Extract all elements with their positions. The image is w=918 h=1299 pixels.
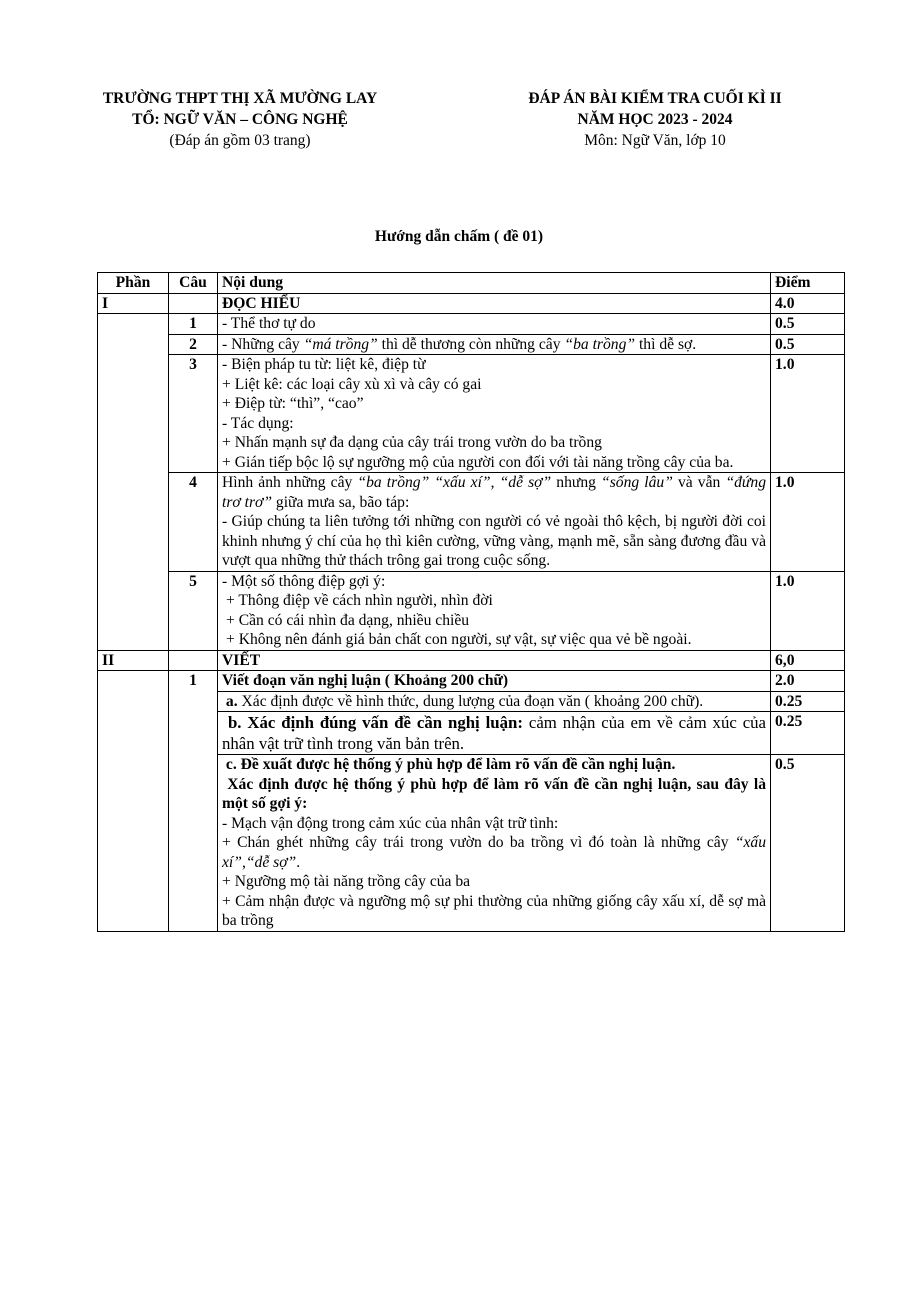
quote-text: “dễ sợ” [245, 853, 297, 871]
col-header-part: Phần [98, 273, 169, 294]
pages-note: (Đáp án gồm 03 trang) [169, 132, 311, 149]
quote-text: “đứng trơ trơ” [222, 474, 767, 511]
question-number: 5 [169, 571, 218, 650]
answer-text: và vẫn [672, 474, 726, 491]
col-header-content: Nội dung [218, 273, 771, 294]
col-header-question: Câu [169, 273, 218, 294]
quote-text: “dễ sợ” [499, 474, 552, 491]
part-title: ĐỌC HIỂU [218, 293, 771, 314]
answer-content: - Thể thơ tự do [218, 314, 771, 335]
answer-line: + Nhấn mạnh sự đa dạng của cây trái trong vườn do ba trồng [222, 434, 602, 451]
answer-text: giữa mưa sa, bão táp: [272, 493, 410, 511]
answer-content [218, 355, 771, 473]
part-title: VIẾT [218, 650, 771, 671]
answer-text: , [241, 853, 246, 871]
question-score: 0.5 [771, 334, 845, 355]
answer-content [218, 571, 771, 650]
quote-text: “sống lâu” [601, 474, 673, 491]
question-number: 4 [169, 473, 218, 572]
answer-text: thì dễ sợ. [635, 335, 697, 353]
question-number: 2 [169, 334, 218, 355]
answer-text: nhưng [551, 474, 602, 491]
question-number: 1 [169, 314, 218, 335]
quote-text: “xấu xí” [222, 834, 766, 871]
school-header [40, 88, 440, 151]
table-row [98, 571, 845, 650]
page-title: Hướng dẫn chấm ( đề 01) [374, 228, 544, 245]
table-row [98, 473, 845, 572]
criterion-a [218, 691, 771, 712]
question-title: Viết đoạn văn nghị luận ( Khoảng 200 chữ) [218, 671, 771, 692]
answer-line: + Thông điệp về cách nhìn người, nhìn đời [226, 592, 493, 609]
empty-cell [98, 671, 169, 932]
criterion-b [218, 712, 771, 755]
answer-text: Hình ảnh những cây [222, 474, 358, 491]
table-row [98, 355, 845, 473]
question-score: 2.0 [771, 671, 845, 692]
question-score: 0.5 [771, 314, 845, 335]
quote-text: “ba trồng” [564, 335, 636, 353]
answer-content [218, 473, 771, 572]
exam-header [470, 88, 840, 151]
criterion-score: 0.25 [771, 691, 845, 712]
table-row [98, 293, 845, 314]
criterion-subtitle-text: Xác định được hệ thống ý phù hợp để làm rõ vấn đề cần nghị luận, sau đây là một số gợi ý: [222, 775, 766, 812]
answer-text: + Chán ghét những cây trái trong vườn do ba trồng vì đó toàn là những cây [222, 834, 735, 851]
criterion-text: Xác định được về hình thức, dung lượng của đoạn văn ( khoảng 200 chữ). [237, 692, 704, 710]
question-score: 1.0 [771, 571, 845, 650]
answer-line: - Tác dụng: [222, 414, 294, 432]
answer-line: - Biện pháp tu từ: liệt kê, điệp từ [222, 356, 426, 373]
empty-cell [98, 314, 169, 651]
answer-line: - Một số thông điệp gợi ý: [222, 572, 386, 590]
answer-text: thì dễ thương còn những cây [377, 335, 565, 353]
answer-line: + Điệp từ: “thì”, “cao” [222, 395, 364, 412]
empty-cell [169, 293, 218, 314]
criterion-c [218, 755, 771, 932]
criterion-subtitle [222, 775, 766, 814]
col-header-score: Điểm [771, 273, 845, 294]
table-header-row [98, 273, 845, 294]
question-score: 1.0 [771, 473, 845, 572]
part-label: I [98, 293, 169, 314]
criterion-label: a. [225, 692, 238, 710]
question-number: 1 [169, 671, 218, 932]
criterion-title-text: c. Đề xuất được hệ thống ý phù hợp để làm rõ vấn đề cần nghị luận. [225, 756, 676, 773]
part-label: II [98, 650, 169, 671]
empty-cell [169, 650, 218, 671]
answer-line: + Liệt kê: các loại cây xù xì và cây có gai [222, 375, 482, 393]
department-name: TỔ: NGỮ VĂN – CÔNG NGHỆ [132, 111, 348, 128]
criterion-score: 0.5 [771, 755, 845, 932]
school-year: NĂM HỌC 2023 - 2024 [577, 111, 733, 128]
part-score: 4.0 [771, 293, 845, 314]
answer-line: + Cần có cái nhìn đa dạng, nhiều chiều [226, 611, 470, 629]
answer-line: + Gián tiếp bộc lộ sự ngưỡng mộ của người con đối với tài năng trồng cây của ba. [222, 453, 734, 471]
part-score: 6,0 [771, 650, 845, 671]
table-row [98, 334, 845, 355]
table-row [98, 671, 845, 692]
answer-line: + Không nên đánh giá bản chất con người, sự vật, sự việc qua vẻ bề ngoài. [226, 631, 692, 648]
answer-line: - Giúp chúng ta liên tưởng tới những con người có vẻ ngoài thô kệch, bị người đời coi khinh nhưng ý chí của họ thì kiên cường, vững vàng, mạnh mẽ, sẵn sàng đương đầu và vượt qua những thử thách trông gai trong cuộc sống. [222, 513, 766, 569]
exam-title: ĐÁP ÁN BÀI KIỂM TRA CUỐI KÌ II [528, 90, 782, 107]
answer-content [218, 334, 771, 355]
table-row [98, 314, 845, 335]
answer-text: , [490, 474, 500, 491]
question-number: 3 [169, 355, 218, 473]
answer-line [222, 833, 766, 872]
criterion-text: cảm nhận của em về cảm xúc của nhân vật trữ tình trong văn bản trên. [222, 713, 766, 753]
school-name: TRƯỜNG THPT THỊ XÃ MƯỜNG LAY [102, 90, 378, 107]
criterion-score: 0.25 [771, 712, 845, 755]
criterion-label: b. Xác định đúng vấn đề cần nghị luận: [227, 713, 523, 732]
answer-text: - Những cây [222, 335, 304, 353]
answer-line: - Mạch vận động trong cảm xúc của nhân vật trữ tình: [222, 814, 559, 832]
subject-line: Môn: Ngữ Văn, lớp 10 [584, 132, 726, 149]
answer-line: + Ngưỡng mộ tài năng trồng cây của ba [222, 873, 471, 890]
answer-text: . [296, 853, 301, 871]
answer-line [222, 473, 766, 512]
table-row [98, 650, 845, 671]
answer-line: + Cảm nhận được và ngưỡng mộ sự phi thường của những giống cây xấu xí, dễ sợ mà ba trồng [222, 892, 766, 929]
quote-text: “ba trồng” “xấu xí” [357, 474, 491, 491]
quote-text: “má trồng” [303, 335, 378, 353]
criterion-title [222, 755, 766, 775]
question-score: 1.0 [771, 355, 845, 473]
grading-table [97, 272, 845, 932]
